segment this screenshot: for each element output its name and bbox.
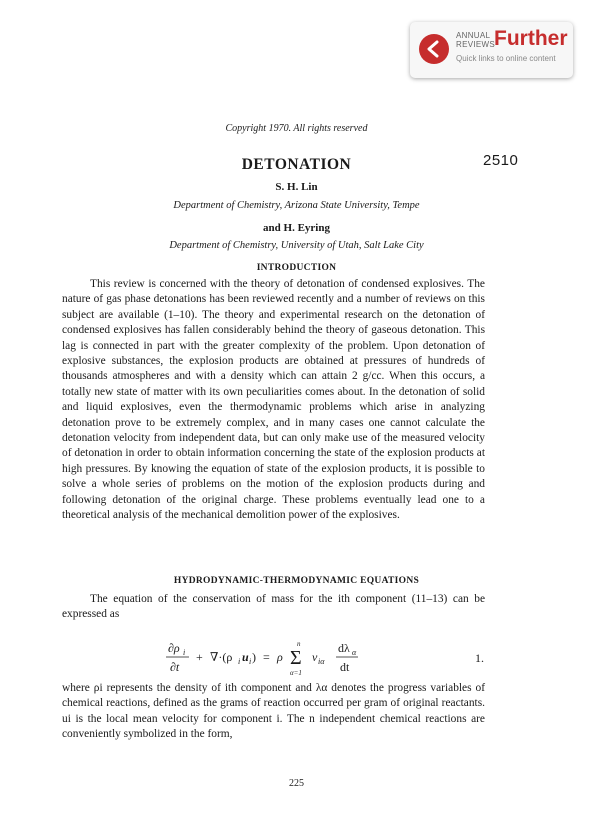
svg-text:∂ρ: ∂ρ (168, 641, 180, 655)
paper-title: DETONATION (241, 156, 352, 173)
copyright-notice: Copyright 1970. All rights reserved (225, 123, 368, 134)
badge-annual-label: ANNUAL (456, 31, 491, 40)
section-heading-introduction: INTRODUCTION (256, 263, 337, 273)
author-2-name: and H. Eyring (263, 222, 330, 234)
badge-subtitle: Quick links to online content (456, 54, 556, 63)
svg-text:dλ: dλ (338, 641, 350, 655)
svg-text:dt: dt (340, 660, 350, 674)
paragraph-where: where ρi represents the density of ith component and λα denotes the progress variables of chemical reactions, defined as the grams of reaction occurred per gram of original reactants. ui is the local mean velocity for component i. The n independent chemical reactions are conveniently symbolized in the form, (62, 682, 485, 741)
paragraph-mass-conservation: The equation of the conservation of mass for the ith component (11–13) can be expressed as (62, 593, 485, 621)
badge-reviews-label: REVIEWS (456, 40, 495, 49)
svg-text:∇·(ρ: ∇·(ρ (210, 650, 233, 664)
paper-number: 2510 (483, 152, 519, 169)
svg-text:ν: ν (312, 650, 318, 664)
author-1-affiliation: Department of Chemistry, Arizona State University, Tempe (173, 200, 420, 211)
equation-sum-top: n (297, 640, 301, 648)
equation-rho: ρ (277, 650, 283, 664)
author-2-affiliation: Department of Chemistry, University of Utah, Salt Lake City (169, 240, 424, 251)
author-1-name: S. H. Lin (275, 181, 318, 193)
equation-equals: = (263, 650, 270, 664)
svg-text:): ) (252, 650, 256, 664)
equation-sum-bottom: α=1 (290, 669, 302, 676)
svg-text:i: i (249, 657, 252, 666)
equation-1-number: 1. (475, 651, 484, 665)
page-number: 225 (289, 778, 304, 789)
equation-plus: + (196, 650, 203, 664)
equation-1-formula (160, 640, 460, 676)
svg-text:iα: iα (318, 657, 325, 666)
svg-text:i: i (183, 648, 186, 657)
left-arrow-icon (419, 34, 449, 64)
svg-text:i: i (238, 657, 241, 666)
badge-further-label: Further (494, 27, 568, 50)
equation-sigma: Σ (290, 647, 302, 669)
svg-text:α: α (352, 648, 357, 657)
section-heading-equations: HYDRODYNAMIC-THERMODYNAMIC EQUATIONS (173, 576, 420, 586)
equation-1 (160, 640, 490, 676)
further-badge[interactable] (410, 22, 573, 78)
paragraph-introduction: This review is concerned with the theory of detonation of condensed explosives. The nature of gas phase detonations has been reviewed recently and a number of reviews on this subject are available (1–10). The theory and experimental research on the detonation of condensed explosives has fallen considerably behind the theory of gaseous detonation. This lag is connected in part with the greater complexity of the problem. Upon detonation of explosive substances, the explosion products are obtained at pressures of hundreds of thousands atmospheres and with a density which can attain 2 g/cc. When this occurs, a totally new state of matter with its own peculiarities comes about. In the detonation of solid and liquid explosives, even the thermodynamic problems which arise in analyzing detonation prove to be extremely complex, and in many cases one cannot calculate the detonation velocity from independent data, but can only make use of the measured velocity of detonation in order to obtain information concerning the state of the explosion products at high pressures. By knowing the equation of state of the explosion products, it is possible to solve a whole series of problems on the motion of the explosion products during and following detonation of the original charge. These problems eventually lead one to a theoretical analysis of the mechanical demolition power of the explosives. (62, 278, 485, 522)
svg-text:∂t: ∂t (170, 660, 180, 674)
svg-text:u: u (242, 650, 249, 664)
